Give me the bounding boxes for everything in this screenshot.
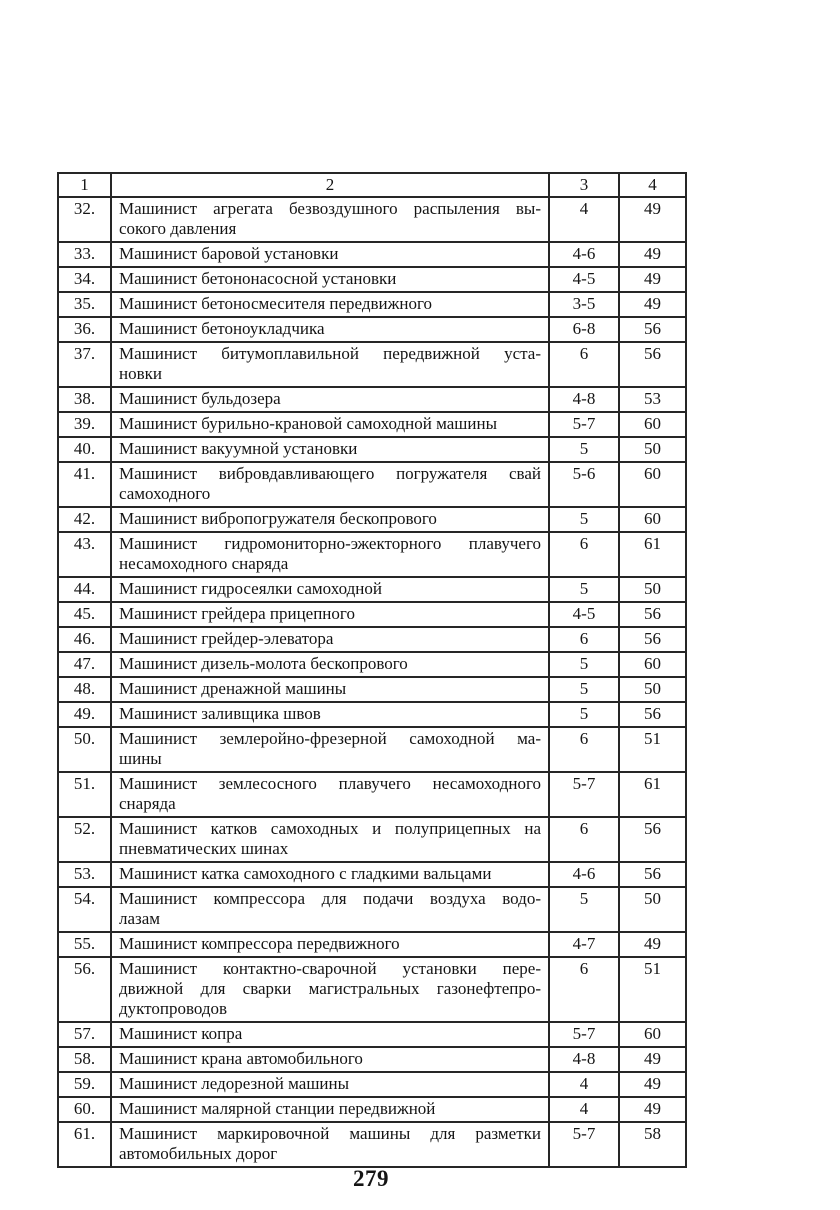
- title-line: Машинист крана автомобильного: [119, 1049, 363, 1068]
- row-number-cell: 56.: [58, 957, 111, 1022]
- title-cell: [111, 932, 549, 957]
- code-cell: 49: [619, 932, 686, 957]
- title-line: Машинист компрессора передвижного: [119, 934, 400, 953]
- grade-range-cell: 5: [549, 577, 619, 602]
- row-number-cell: 58.: [58, 1047, 111, 1072]
- title-line: лазам: [119, 909, 161, 928]
- table-row: [58, 602, 686, 627]
- grade-range-cell: 6: [549, 532, 619, 577]
- row-number-cell: 59.: [58, 1072, 111, 1097]
- title-cell: [111, 412, 549, 437]
- title-line: Машинист дренажной машины: [119, 679, 347, 698]
- code-cell: 56: [619, 317, 686, 342]
- table-row: [58, 437, 686, 462]
- table-row: [58, 197, 686, 242]
- header-col-4: 4: [619, 173, 686, 197]
- row-number-cell: 36.: [58, 317, 111, 342]
- title-cell: [111, 292, 549, 317]
- code-cell: 49: [619, 1047, 686, 1072]
- title-line: самоходного: [119, 484, 211, 503]
- title-cell: [111, 652, 549, 677]
- grade-range-cell: 5: [549, 702, 619, 727]
- title-line: Машинист катков самоходных и полуприцепных на: [119, 819, 541, 838]
- table-row: [58, 652, 686, 677]
- table-body: [58, 197, 686, 1167]
- table-row: [58, 957, 686, 1022]
- title-line: дуктопроводов: [119, 999, 228, 1018]
- code-cell: 58: [619, 1122, 686, 1167]
- grade-range-cell: 4-6: [549, 242, 619, 267]
- table-row: [58, 292, 686, 317]
- table-header-row: [58, 173, 686, 197]
- title-cell: [111, 602, 549, 627]
- row-number-cell: 61.: [58, 1122, 111, 1167]
- row-number-cell: 53.: [58, 862, 111, 887]
- row-number-cell: 40.: [58, 437, 111, 462]
- title-cell: [111, 887, 549, 932]
- title-line: Машинист ледорезной машины: [119, 1074, 350, 1093]
- code-cell: 61: [619, 532, 686, 577]
- title-line: Машинист малярной станции передвижной: [119, 1099, 436, 1118]
- table-row: [58, 317, 686, 342]
- title-line: Машинист бульдозера: [119, 389, 281, 408]
- row-number-cell: 49.: [58, 702, 111, 727]
- table-row: [58, 1022, 686, 1047]
- row-number-cell: 51.: [58, 772, 111, 817]
- grade-range-cell: 6: [549, 957, 619, 1022]
- grade-range-cell: 4: [549, 1097, 619, 1122]
- table-row: [58, 817, 686, 862]
- grade-range-cell: 5-6: [549, 462, 619, 507]
- title-line: пневматических шинах: [119, 839, 289, 858]
- code-cell: 56: [619, 702, 686, 727]
- title-line: Машинист бетоноукладчика: [119, 319, 325, 338]
- title-line: несамоходного снаряда: [119, 554, 289, 573]
- grade-range-cell: 5-7: [549, 412, 619, 437]
- title-cell: [111, 862, 549, 887]
- code-cell: 56: [619, 602, 686, 627]
- row-number-cell: 46.: [58, 627, 111, 652]
- title-line: Машинист гидросеялки самоходной: [119, 579, 382, 598]
- title-cell: [111, 462, 549, 507]
- grade-range-cell: 5: [549, 507, 619, 532]
- title-cell: [111, 702, 549, 727]
- title-cell: [111, 1022, 549, 1047]
- code-cell: 50: [619, 677, 686, 702]
- table-row: [58, 507, 686, 532]
- table-row: [58, 772, 686, 817]
- table-row: [58, 932, 686, 957]
- table-row: [58, 1047, 686, 1072]
- code-cell: 50: [619, 887, 686, 932]
- title-cell: [111, 267, 549, 292]
- title-cell: [111, 1122, 549, 1167]
- code-cell: 51: [619, 727, 686, 772]
- title-cell: [111, 677, 549, 702]
- grade-range-cell: 4: [549, 1072, 619, 1097]
- code-cell: 49: [619, 242, 686, 267]
- grade-range-cell: 4-7: [549, 932, 619, 957]
- row-number-cell: 42.: [58, 507, 111, 532]
- title-line: автомобильных дорог: [119, 1144, 278, 1163]
- row-number-cell: 33.: [58, 242, 111, 267]
- code-cell: 60: [619, 507, 686, 532]
- code-cell: 53: [619, 387, 686, 412]
- title-line: Машинист бурильно-крановой самоходной машины: [119, 414, 498, 433]
- title-line: шины: [119, 749, 162, 768]
- title-cell: [111, 627, 549, 652]
- title-line: Машинист гидромониторно-эжекторного плавучего: [119, 534, 541, 553]
- title-cell: [111, 1072, 549, 1097]
- table-row: [58, 387, 686, 412]
- grade-range-cell: 5: [549, 437, 619, 462]
- table-row: [58, 1122, 686, 1167]
- row-number-cell: 55.: [58, 932, 111, 957]
- grade-range-cell: 5-7: [549, 1122, 619, 1167]
- table-row: [58, 462, 686, 507]
- grade-range-cell: 6: [549, 342, 619, 387]
- title-line: Машинист вакуумной установки: [119, 439, 358, 458]
- header-col-3: 3: [549, 173, 619, 197]
- table-row: [58, 677, 686, 702]
- title-line: Машинист битумоплавильной передвижной уста-: [119, 344, 541, 363]
- title-cell: [111, 772, 549, 817]
- grade-range-cell: 4: [549, 197, 619, 242]
- row-number-cell: 37.: [58, 342, 111, 387]
- row-number-cell: 57.: [58, 1022, 111, 1047]
- row-number-cell: 47.: [58, 652, 111, 677]
- row-number-cell: 45.: [58, 602, 111, 627]
- code-cell: 51: [619, 957, 686, 1022]
- row-number-cell: 39.: [58, 412, 111, 437]
- title-cell: [111, 1047, 549, 1072]
- row-number-cell: 38.: [58, 387, 111, 412]
- title-line: Машинист бетоносмесителя передвижного: [119, 294, 433, 313]
- title-cell: [111, 507, 549, 532]
- code-cell: 56: [619, 862, 686, 887]
- code-cell: 56: [619, 342, 686, 387]
- title-cell: [111, 957, 549, 1022]
- title-line: Машинист контактно-сварочной установки пере-: [119, 959, 541, 978]
- code-cell: 56: [619, 627, 686, 652]
- title-cell: [111, 197, 549, 242]
- row-number-cell: 44.: [58, 577, 111, 602]
- grade-range-cell: 4-5: [549, 602, 619, 627]
- table-row: [58, 702, 686, 727]
- grade-range-cell: 5-7: [549, 772, 619, 817]
- title-cell: [111, 342, 549, 387]
- title-line: Машинист бетононасосной установки: [119, 269, 397, 288]
- title-line: Машинист маркировочной машины для разметки: [119, 1124, 541, 1143]
- code-cell: 50: [619, 577, 686, 602]
- code-cell: 60: [619, 1022, 686, 1047]
- title-cell: [111, 532, 549, 577]
- title-line: Машинист компрессора для подачи воздуха водо-: [119, 889, 541, 908]
- table-row: [58, 1072, 686, 1097]
- title-cell: [111, 387, 549, 412]
- title-line: Машинист вибропогружателя бескопрового: [119, 509, 437, 528]
- grade-range-cell: 3-5: [549, 292, 619, 317]
- code-cell: 49: [619, 1097, 686, 1122]
- title-line: сокого давления: [119, 219, 237, 238]
- grade-range-cell: 4-5: [549, 267, 619, 292]
- header-col-1: 1: [58, 173, 111, 197]
- code-cell: 56: [619, 817, 686, 862]
- title-line: Машинист катка самоходного с гладкими вальцами: [119, 864, 492, 883]
- row-number-cell: 34.: [58, 267, 111, 292]
- table-row: [58, 627, 686, 652]
- table-row: [58, 532, 686, 577]
- code-cell: 60: [619, 412, 686, 437]
- table-row: [58, 267, 686, 292]
- table-row: [58, 727, 686, 772]
- title-line: Машинист агрегата безвоздушного распыления вы-: [119, 199, 541, 218]
- row-number-cell: 52.: [58, 817, 111, 862]
- row-number-cell: 32.: [58, 197, 111, 242]
- code-cell: 60: [619, 652, 686, 677]
- positions-table: [57, 172, 687, 1168]
- title-line: Машинист грейдер-элеватора: [119, 629, 334, 648]
- title-line: новки: [119, 364, 162, 383]
- grade-range-cell: 5: [549, 887, 619, 932]
- grade-range-cell: 5: [549, 652, 619, 677]
- code-cell: 49: [619, 267, 686, 292]
- table-row: [58, 862, 686, 887]
- grade-range-cell: 5-7: [549, 1022, 619, 1047]
- row-number-cell: 41.: [58, 462, 111, 507]
- title-line: Машинист копра: [119, 1024, 243, 1043]
- table-row: [58, 1097, 686, 1122]
- row-number-cell: 50.: [58, 727, 111, 772]
- title-cell: [111, 817, 549, 862]
- title-cell: [111, 242, 549, 267]
- grade-range-cell: 4-8: [549, 387, 619, 412]
- page-number: 279: [353, 1166, 389, 1191]
- title-line: снаряда: [119, 794, 176, 813]
- table-row: [58, 577, 686, 602]
- row-number-cell: 43.: [58, 532, 111, 577]
- title-cell: [111, 317, 549, 342]
- code-cell: 61: [619, 772, 686, 817]
- grade-range-cell: 5: [549, 677, 619, 702]
- code-cell: 60: [619, 462, 686, 507]
- row-number-cell: 48.: [58, 677, 111, 702]
- grade-range-cell: 4-8: [549, 1047, 619, 1072]
- table-row: [58, 342, 686, 387]
- code-cell: 50: [619, 437, 686, 462]
- title-line: Машинист дизель-молота бескопрового: [119, 654, 408, 673]
- title-cell: [111, 437, 549, 462]
- row-number-cell: 54.: [58, 887, 111, 932]
- table-row: [58, 242, 686, 267]
- row-number-cell: 60.: [58, 1097, 111, 1122]
- title-line: Машинист вибровдавливающего погружателя свай: [119, 464, 541, 483]
- table-row: [58, 887, 686, 932]
- title-cell: [111, 577, 549, 602]
- row-number-cell: 35.: [58, 292, 111, 317]
- title-line: Машинист баровой установки: [119, 244, 339, 263]
- title-line: движной для сварки магистральных газонефтепро-: [119, 979, 541, 998]
- grade-range-cell: 6: [549, 817, 619, 862]
- title-line: Машинист землесосного плавучего несамоходного: [119, 774, 541, 793]
- header-col-2: 2: [111, 173, 549, 197]
- code-cell: 49: [619, 292, 686, 317]
- grade-range-cell: 6: [549, 627, 619, 652]
- title-line: Машинист землеройно-фрезерной самоходной ма-: [119, 729, 541, 748]
- title-cell: [111, 727, 549, 772]
- title-line: Машинист заливщика швов: [119, 704, 321, 723]
- grade-range-cell: 4-6: [549, 862, 619, 887]
- grade-range-cell: 6-8: [549, 317, 619, 342]
- grade-range-cell: 6: [549, 727, 619, 772]
- table-row: [58, 412, 686, 437]
- code-cell: 49: [619, 197, 686, 242]
- code-cell: 49: [619, 1072, 686, 1097]
- title-line: Машинист грейдера прицепного: [119, 604, 355, 623]
- title-cell: [111, 1097, 549, 1122]
